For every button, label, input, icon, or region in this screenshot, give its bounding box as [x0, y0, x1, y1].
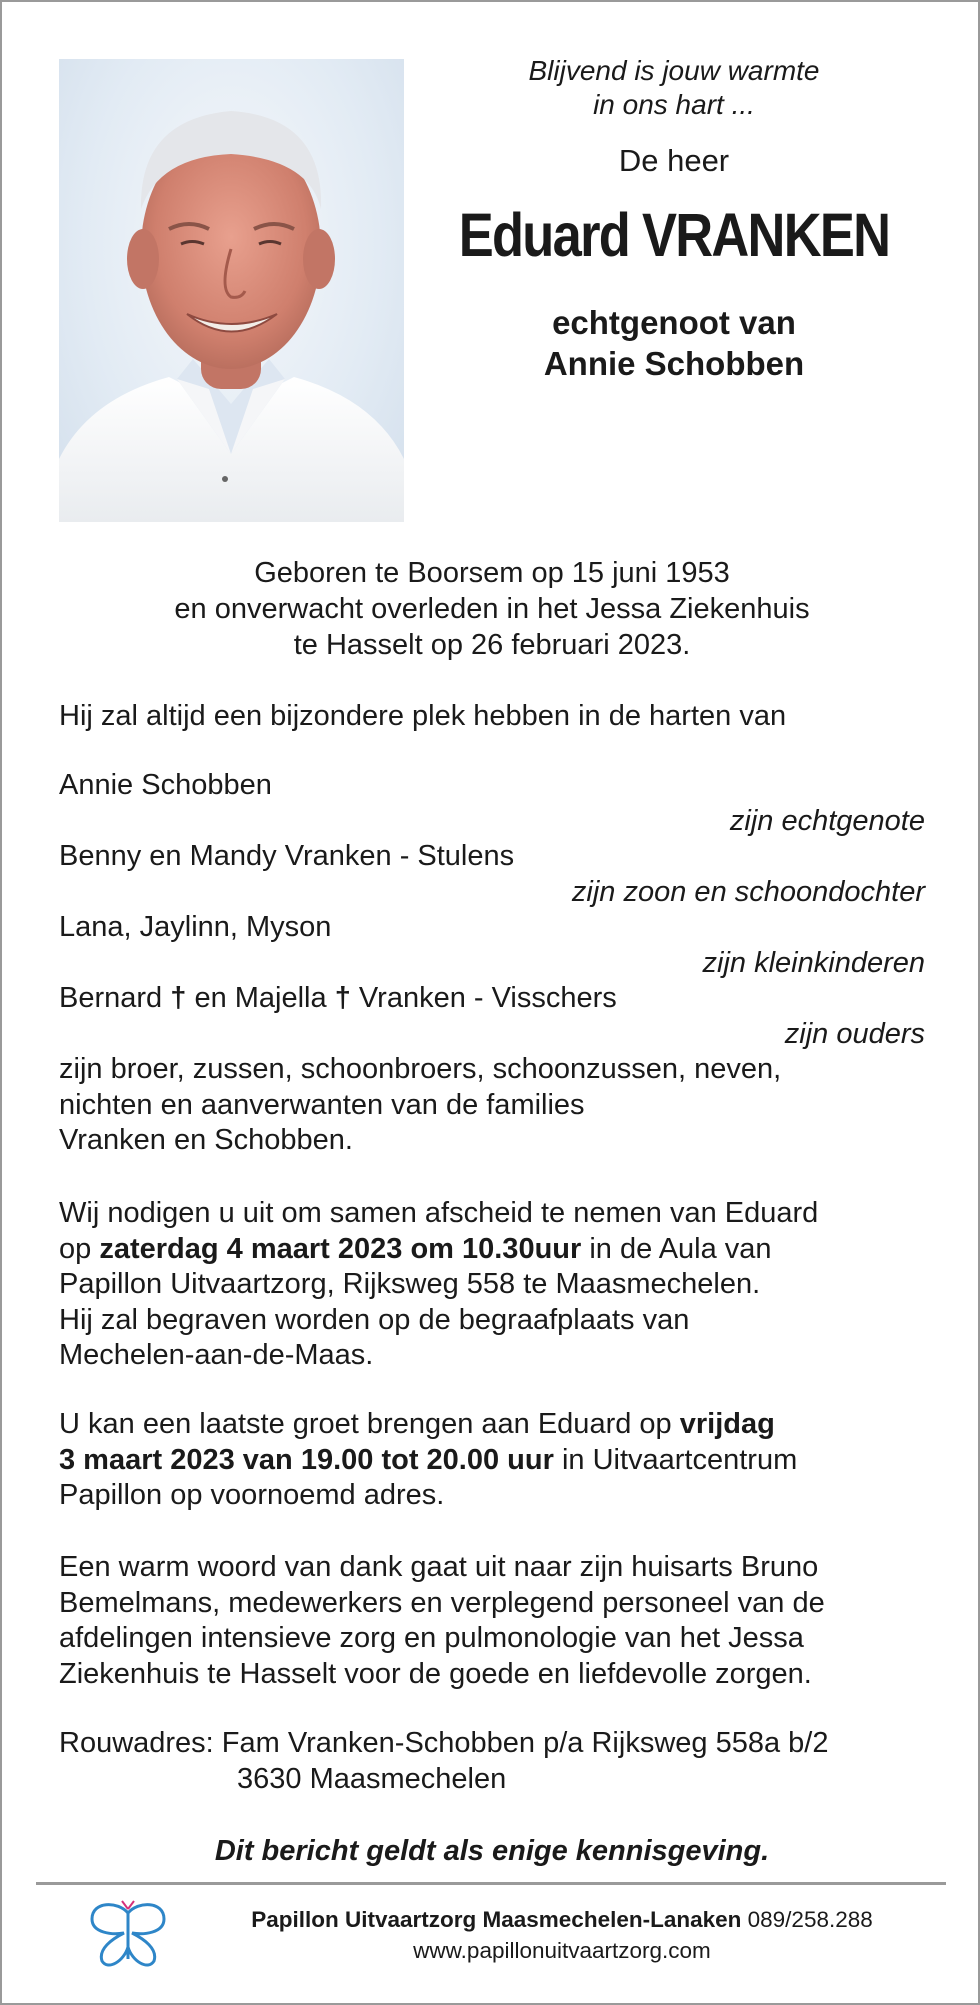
- mourner-role: zijn ouders: [784, 1017, 925, 1050]
- mourner-names: Benny en Mandy Vranken - Stulens: [59, 840, 515, 872]
- family-line-1: zijn broer, zussen, schoonbroers, schoonzussen, neven,: [59, 1053, 782, 1085]
- parent-surnames: Vranken - Visschers: [358, 982, 617, 1014]
- visit-line: [59, 1407, 925, 1443]
- header-block: [404, 54, 944, 384]
- mourner-names-parents: [59, 981, 925, 1017]
- visitation-paragraph: [59, 1407, 925, 1514]
- birth-line-3: te Hasselt op 26 februari 2023.: [293, 629, 691, 661]
- company-website: www.papillonuitvaartzorg.com: [413, 1938, 711, 1963]
- mourner-role: zijn zoon en schoondochter: [571, 875, 925, 908]
- notice-text: Dit bericht geldt als enige kennisgeving.: [214, 1835, 770, 1867]
- butterfly-logo-icon: [88, 1899, 168, 1971]
- ceremony-line: Hij zal begraven worden op de begraafplaats van: [59, 1303, 690, 1336]
- birth-line-2: en onverwacht overleden in het Jessa Ziekenhuis: [174, 593, 810, 625]
- ceremony-date: zaterdag 4 maart 2023 om 10.30uur: [99, 1232, 582, 1265]
- address-line-2: 3630 Maasmechelen: [237, 1762, 507, 1795]
- spouse-relation: [404, 302, 944, 384]
- family-line-2: nichten en aanverwanten van de families: [59, 1088, 585, 1121]
- thanks-line: Ziekenhuis te Hasselt voor de goede en liefdevolle zorgen.: [59, 1657, 812, 1690]
- ceremony-line: [59, 1232, 925, 1268]
- funeral-home-footer: [182, 1904, 942, 1966]
- parent-father: Bernard: [59, 982, 163, 1014]
- mourners-list: [59, 768, 925, 1159]
- mourning-address: [59, 1726, 925, 1797]
- mourner-names: Lana, Jaylinn, Myson: [59, 911, 332, 943]
- dagger-icon: †: [334, 982, 351, 1014]
- portrait-photo: [59, 59, 404, 522]
- company-phone: 089/258.288: [747, 1907, 873, 1932]
- relation-line-2: Annie Schobben: [543, 345, 805, 382]
- birth-death-info: [59, 555, 925, 663]
- relation-line-1: echtgenoot van: [552, 304, 796, 341]
- visit-date-time: 3 maart 2023 van 19.00 tot 20.00 uur: [59, 1443, 554, 1476]
- visit-text: in Uitvaartcentrum: [553, 1443, 798, 1476]
- thanks-line: Bemelmans, medewerkers en verplegend personeel van de: [59, 1586, 825, 1619]
- intro-text: Hij zal altijd een bijzondere plek hebben in de harten van: [59, 700, 787, 732]
- visit-text: U kan een laatste groet brengen aan Eduard op: [59, 1408, 680, 1440]
- dagger-icon: †: [170, 982, 187, 1014]
- motto-line-1: Blijvend is jouw warmte: [528, 55, 820, 86]
- ceremony-line: Wij nodigen u uit om samen afscheid te nemen van Eduard: [59, 1197, 819, 1229]
- visit-line: [59, 1443, 925, 1479]
- company-name: Papillon Uitvaartzorg Maasmechelen-Lanaken: [251, 1907, 742, 1932]
- thanks-line: afdelingen intensieve zorg en pulmonologie van het Jessa: [59, 1622, 804, 1654]
- thanks-line: Een warm woord van dank gaat uit naar zijn huisarts Bruno: [59, 1551, 819, 1583]
- mourner-role: zijn echtgenote: [729, 804, 925, 837]
- deceased-name: Eduard VRANKEN: [458, 201, 890, 269]
- thanks-paragraph: [59, 1550, 925, 1692]
- parent-mother: en Majella: [194, 982, 327, 1014]
- mourner-names: Annie Schobben: [59, 769, 272, 801]
- mourner-role: zijn kleinkinderen: [702, 946, 925, 979]
- ceremony-text: op: [59, 1232, 100, 1265]
- family-line-3: Vranken en Schobben.: [59, 1124, 353, 1156]
- motto: [404, 54, 944, 122]
- ceremony-paragraph: [59, 1196, 925, 1374]
- ceremony-text: in de Aula van: [581, 1232, 772, 1265]
- motto-line-2: in ons hart ...: [593, 89, 755, 120]
- ceremony-line: Papillon Uitvaartzorg, Rijksweg 558 te Maasmechelen.: [59, 1268, 761, 1300]
- portrait-illustration: [59, 59, 404, 522]
- ceremony-line: Mechelen-aan-de-Maas.: [59, 1339, 374, 1371]
- footer-company-line: [182, 1904, 942, 1935]
- visit-day: vrijdag: [679, 1408, 775, 1440]
- birth-line-1: Geboren te Boorsem op 15 juni 1953: [254, 557, 730, 589]
- visit-line: Papillon op voornoemd adres.: [59, 1479, 445, 1511]
- salutation: De heer: [618, 143, 730, 178]
- footer-divider: [36, 1882, 946, 1885]
- address-line-1: Rouwadres: Fam Vranken-Schobben p/a Rijksweg 558a b/2: [59, 1727, 829, 1759]
